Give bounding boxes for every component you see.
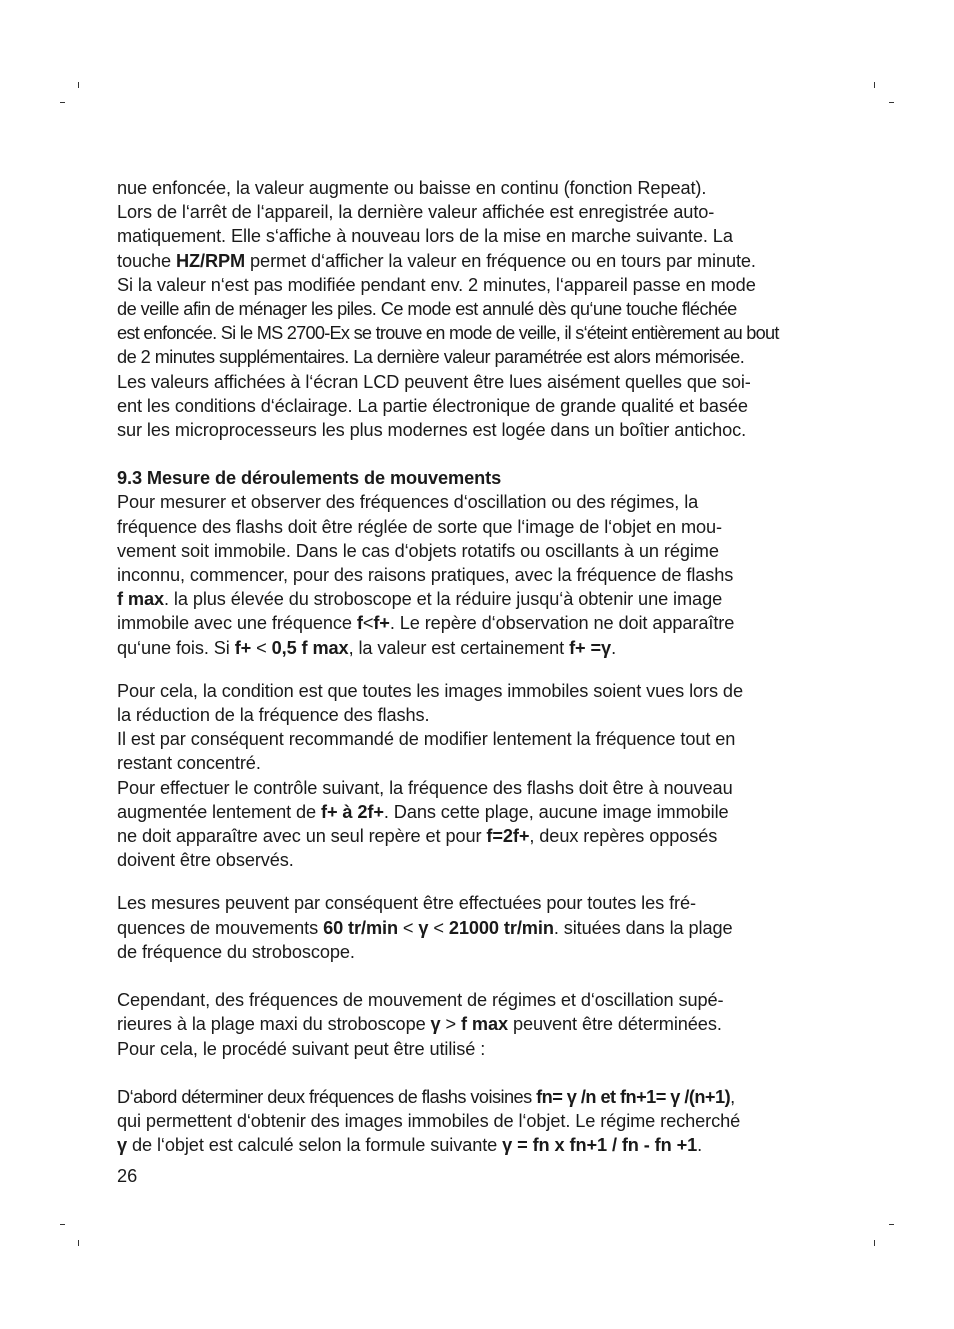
text-run: . Le repère d‘observation ne doit apparaître [389, 613, 735, 634]
text-line [117, 1012, 857, 1036]
text-line: Les valeurs affichées à l‘écran LCD peuvent être lues aisément quelles que soi- [117, 371, 751, 392]
bold-term: f+ [234, 637, 252, 658]
crop-mark-bottom-right-vertical [874, 1240, 875, 1246]
text-line: de 2 minutes supplémentaires. La dernière valeur paramétrée est alors mémorisée. [117, 347, 745, 368]
gamma-symbol: γ [418, 917, 429, 938]
crop-mark-top-left-horizontal [60, 102, 65, 103]
paragraph-higher-frequencies [117, 988, 857, 1061]
spacer [117, 1061, 857, 1085]
text-line: Lors de l‘arrêt de l‘appareil, la dernière valeur affichée est enregistrée auto- [117, 202, 715, 223]
bold-term: 21000 tr/min [448, 917, 554, 938]
text-line: la réduction de la fréquence des flashs. [117, 705, 430, 726]
text-run: , [730, 1086, 735, 1107]
text-line: Il est par conséquent recommandé de modifier lentement la fréquence tout en [117, 729, 736, 750]
text-line: Les mesures peuvent par conséquent être effectuées pour toutes les fré- [117, 893, 696, 914]
text-run: permet d‘afficher la valeur en fréquence ou en tours par minute. [245, 250, 756, 271]
text-line [117, 800, 857, 824]
text-line [117, 611, 857, 635]
bold-term: f+ =γ [569, 637, 612, 658]
text-line: sur les microprocesseurs les plus modernes est logée dans un boîtier antichoc. [117, 420, 747, 441]
text-run: , deux repères opposés [529, 826, 718, 847]
spacer [117, 660, 857, 679]
paragraph-condition [117, 679, 857, 873]
text-line: ent les conditions d‘éclairage. La partie électronique de grande qualité et basée [117, 395, 748, 416]
text-line: matiquement. Elle s‘affiche à nouveau lors de la mise en marche suivante. La [117, 226, 733, 247]
crop-mark-top-left-vertical [78, 82, 79, 88]
text-run: , la valeur est certainement [348, 637, 570, 658]
bold-formula: fn= γ /n et fn+1= γ /(n+1) [536, 1086, 731, 1107]
section-measurement [117, 466, 857, 660]
text-line: vement soit immobile. Dans le cas d‘objets rotatifs ou oscillants à un régime [117, 540, 719, 561]
body-text [117, 176, 857, 1157]
text-line: restant concentré. [117, 753, 261, 774]
text-run: . Dans cette plage, aucune image immobile [383, 801, 729, 822]
bold-term: 0,5 f max [271, 637, 349, 658]
crop-mark-bottom-right-horizontal [889, 1224, 894, 1225]
spacer [117, 872, 857, 891]
gamma-symbol: γ [117, 1135, 128, 1156]
crop-mark-top-right-horizontal [889, 102, 894, 103]
text-run: quences de mouvements [117, 917, 324, 938]
text-line: est enfoncée. Si le MS 2700-Ex se trouve en mode de veille, il s‘éteint entièrement au bout [117, 323, 779, 344]
text-line: inconnu, commencer, pour des raisons pratiques, avec la fréquence de flashs [117, 565, 734, 586]
page-number: 26 [117, 1166, 138, 1186]
bold-term: 60 tr/min [323, 917, 398, 938]
text-run: . [611, 637, 617, 658]
text-run: < [251, 637, 272, 658]
text-line: Cependant, des fréquences de mouvement de régimes et d‘oscillation supé- [117, 990, 724, 1011]
text-run: immobile avec une fréquence [117, 613, 357, 634]
text-line: Pour effectuer le contrôle suivant, la fréquence des flashs doit être à nouveau [117, 777, 733, 798]
crop-mark-top-right-vertical [874, 82, 875, 88]
text-run: peuvent être déterminées. [508, 1014, 722, 1035]
crop-mark-bottom-left-horizontal [60, 1224, 65, 1225]
bold-formula: γ = fn x fn+1 / fn - fn +1 [502, 1135, 698, 1156]
spacer [117, 442, 857, 466]
text-run: > [440, 1014, 461, 1035]
text-line: de veille afin de ménager les piles. Ce mode est annulé dès qu‘une touche fléchée [117, 299, 737, 320]
text-run: . la plus élevée du stroboscope et la réduire jusqu‘à obtenir une image [164, 589, 723, 610]
text-run: augmentée lentement de [117, 801, 321, 822]
text-run: . [697, 1135, 703, 1156]
text-run: touche [117, 250, 176, 271]
section-heading: 9.3 Mesure de déroulements de mouvements [117, 468, 502, 489]
text-line: fréquence des flashs doit être réglée de sorte que l‘image de l‘objet en mou- [117, 516, 722, 537]
text-line [117, 1133, 857, 1157]
text-run: ne doit apparaître avec un seul repère et pour [117, 826, 487, 847]
text-run: rieures à la plage maxi du stroboscope [117, 1014, 431, 1035]
text-line: Pour cela, la condition est que toutes les images immobiles soient vues lors de [117, 680, 743, 701]
crop-mark-bottom-left-vertical [78, 1240, 79, 1246]
text-line [117, 249, 857, 273]
text-line: nue enfoncée, la valeur augmente ou baisse en continu (fonction Repeat). [117, 178, 707, 198]
text-run: < [362, 613, 374, 634]
bold-term: f+ [373, 613, 390, 634]
text-run: < [428, 917, 449, 938]
key-name-hz-rpm: HZ/RPM [175, 250, 246, 271]
paragraph-intro [117, 176, 857, 442]
text-line [117, 1085, 857, 1109]
text-line [117, 587, 857, 611]
text-line [117, 824, 857, 848]
text-run: de l‘objet est calculé selon la formule suivante [127, 1135, 503, 1156]
text-line: qui permettent d‘obtenir des images immobiles de l‘objet. Le régime recherché [117, 1110, 741, 1131]
spacer [117, 964, 857, 988]
bold-term: f=2f+ [486, 826, 530, 847]
text-line: Pour cela, le procédé suivant peut être utilisé : [117, 1038, 486, 1059]
text-line: de fréquence du stroboscope. [117, 941, 355, 962]
text-run: qu‘une fois. Si [117, 637, 235, 658]
text-line: Pour mesurer et observer des fréquences d‘oscillation ou des régimes, la [117, 492, 699, 513]
text-run: < [397, 917, 419, 938]
bold-term: f [356, 613, 363, 634]
bold-term: f max [117, 589, 165, 610]
gamma-symbol: γ [430, 1014, 441, 1035]
text-line: doivent être observés. [117, 850, 294, 871]
paragraph-range [117, 891, 857, 964]
text-line [117, 916, 857, 940]
text-line: Si la valeur n‘est pas modifiée pendant env. 2 minutes, l‘appareil passe en mode [117, 274, 756, 295]
text-run: D‘abord déterminer deux fréquences de flashs voisines [117, 1086, 537, 1107]
bold-term: f max [461, 1014, 509, 1035]
text-run: . situées dans la plage [553, 917, 733, 938]
bold-term: f+ à 2f+ [320, 801, 384, 822]
paragraph-formula [117, 1085, 857, 1158]
text-line [117, 636, 857, 660]
